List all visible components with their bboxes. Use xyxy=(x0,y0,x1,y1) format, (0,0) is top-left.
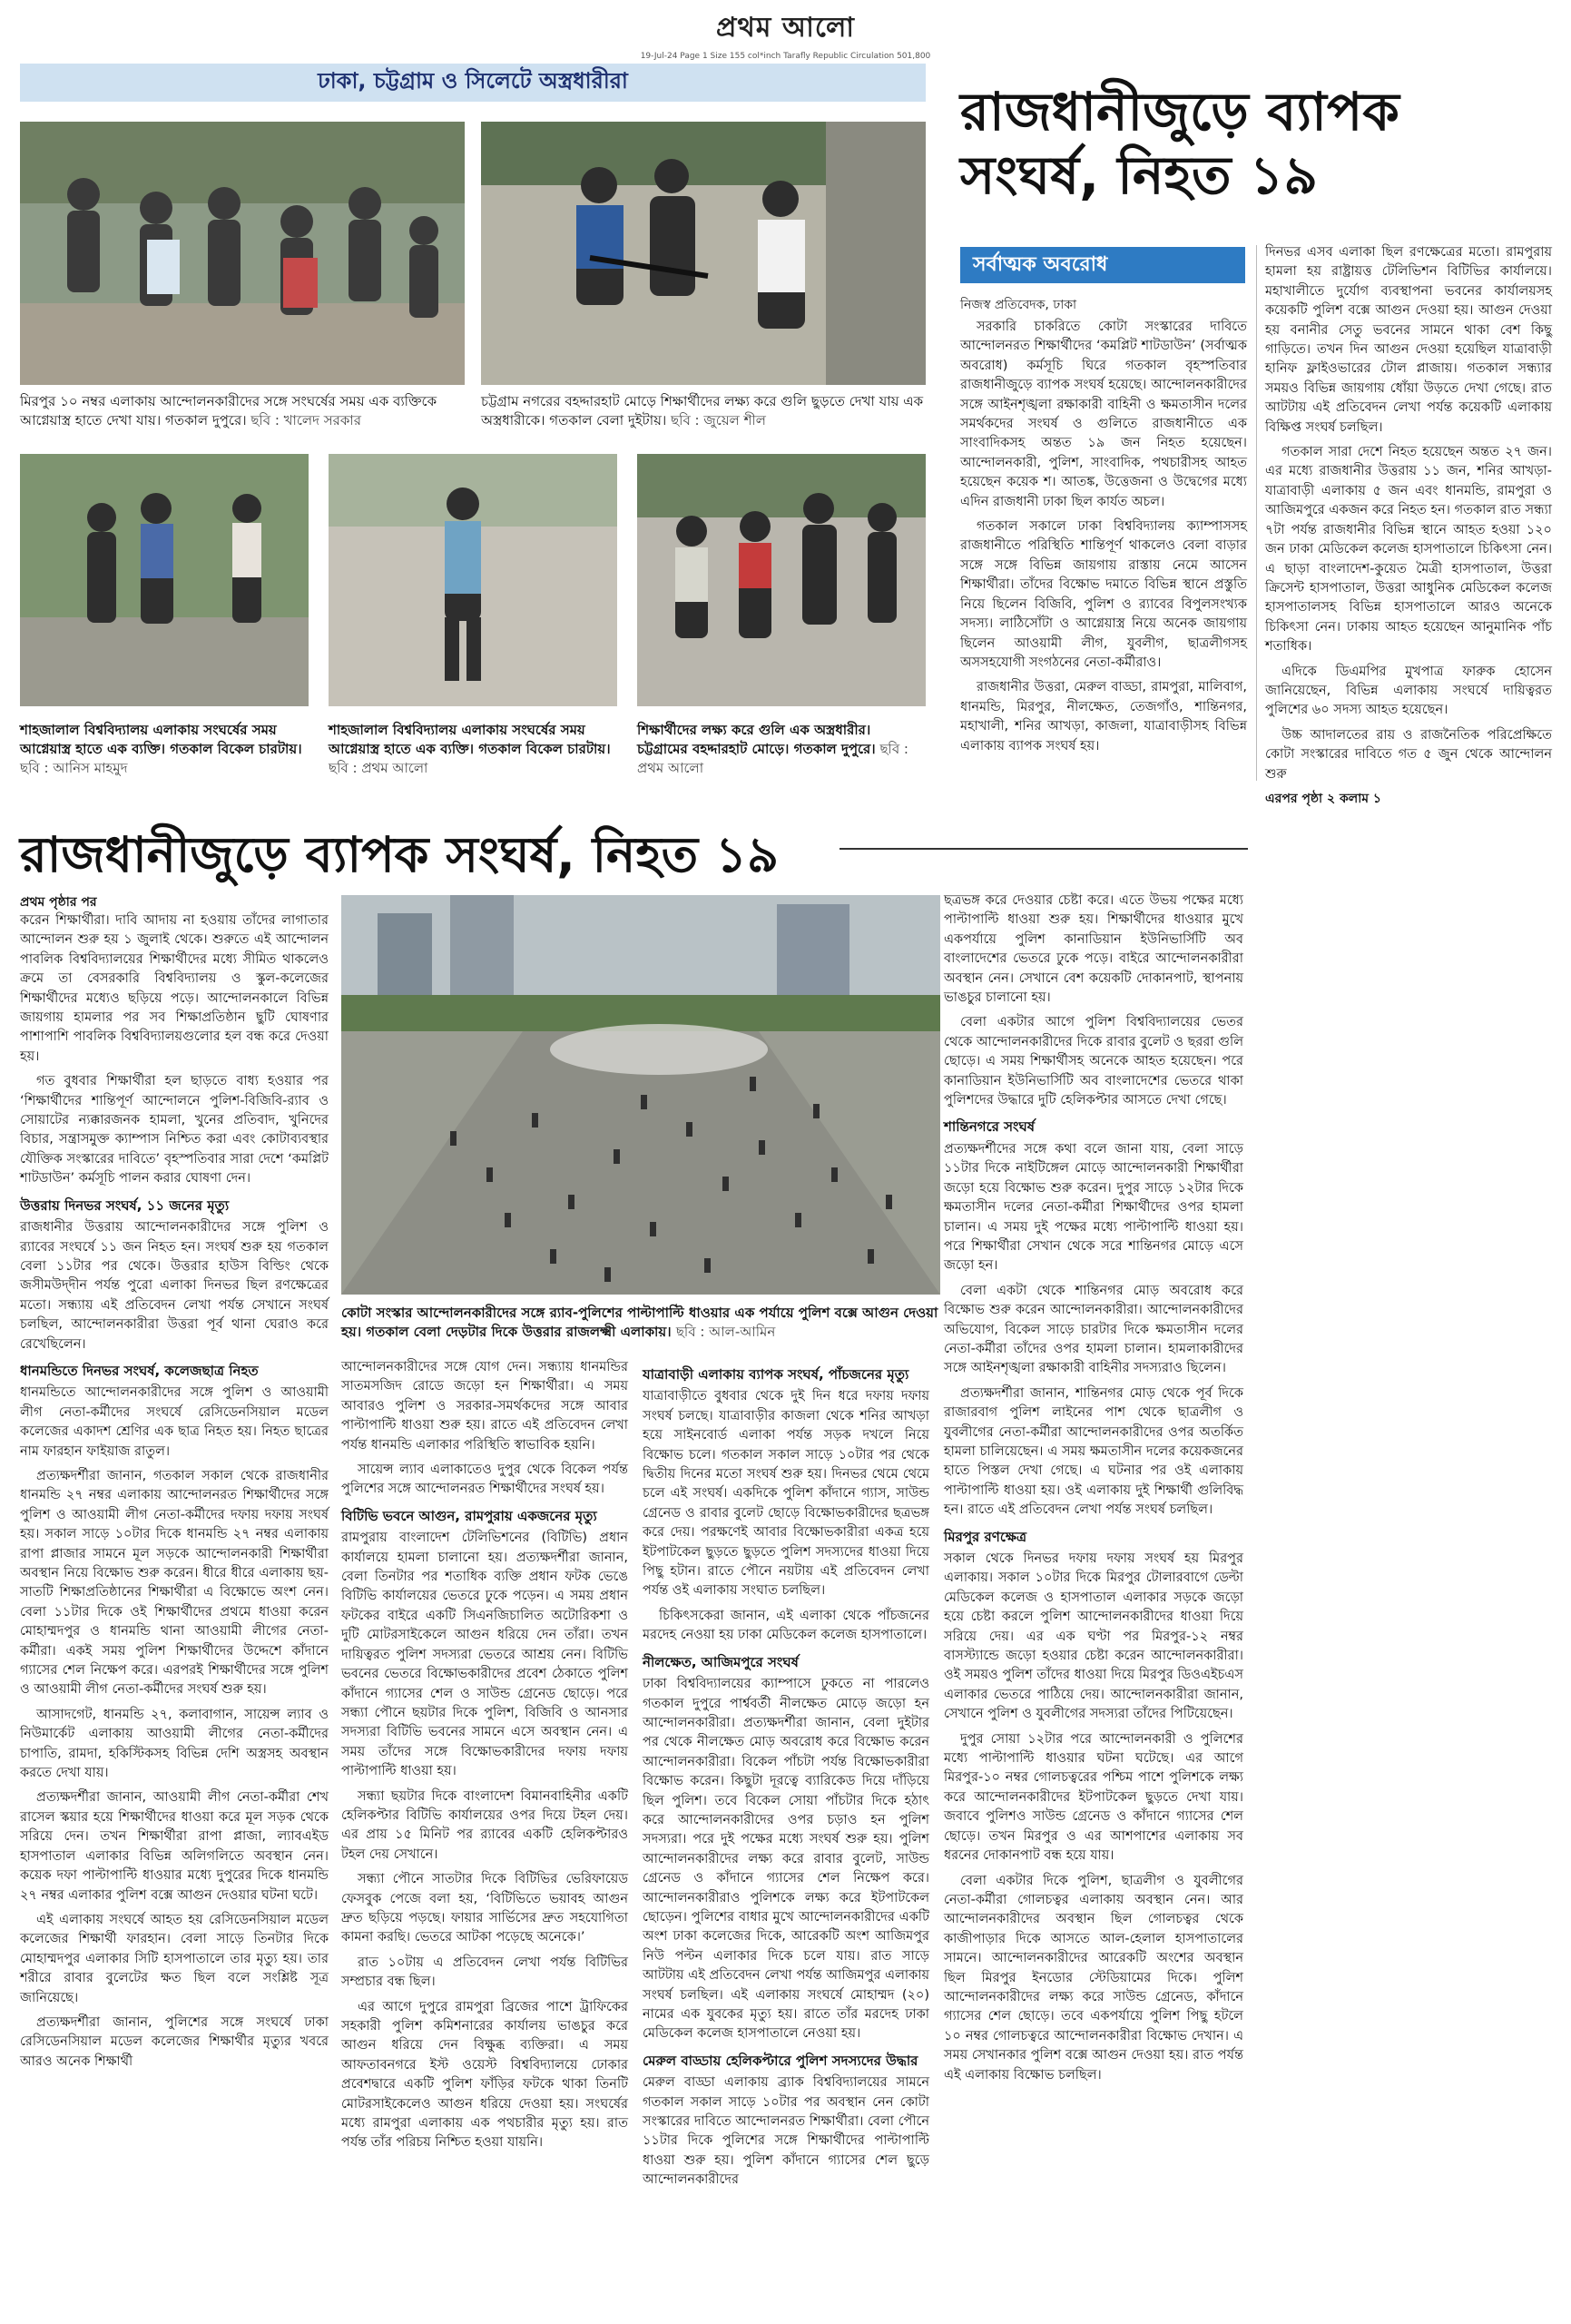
paragraph: ধানমন্ডিতে আন্দোলনকারীদের সঙ্গে পুলিশ ও আওয়ামী লীগ নেতা-কর্মীদের সংঘর্ষে রেসিডেনসিয়াল মডেল কলেজের একাদশ শ্রেণির এক ছাত্র নিহত হয়। নিহত ছাত্রের নাম ফারহান ফাইয়াজ রাতুল। xyxy=(20,1385,329,1459)
section-subhead: নীলক্ষেত, আজিমপুরে সংঘর্ষ xyxy=(643,1653,799,1670)
paragraph: এই এলাকায় সংঘর্ষে আহত হয় রেসিডেনসিয়াল মডেল কলেজের শিক্ষার্থী ফারহান। বেলা সাড়ে তিনটার দিকে মোহাম্মদপুর এলাকার সিটি হাসপাতালে তার মৃত্যু হয়। তার শরীরে রাবার বুলেটের ক্ষত ছিল বলে সংশ্লিষ্ট সূত্র জানিয়েছে। xyxy=(20,1912,329,2005)
crowd-person xyxy=(505,1213,511,1227)
crowd-person xyxy=(686,1122,692,1137)
crowd-person xyxy=(486,1167,493,1182)
paragraph: বেলা একটার আগে পুলিশ বিশ্ববিদ্যালয়ের ভেতর থেকে আন্দোলনকারীদের দিকে রাবার বুলেট ও ছররা গুলি ছোড়ে। এ সময় শিক্ষার্থীসহ অনেকে আহত হয়েছেন। পরে কানাডিয়ান ইউনিভার্সিটি অব বাংলাদেশের ভেতরে থাকা পুলিশদের উদ্ধারে দুটি হেলিকপ্টার আসতে দেখা গেছে। xyxy=(944,1015,1243,1108)
photo-sylhet-gunman-2 xyxy=(329,454,617,706)
paragraph: বেলা একটা থেকে শান্তিনগর মোড় অবরোধ করে বিক্ষোভ শুরু করেন আন্দোলনকারীরা। আন্দোলনকারীদের অভিযোগ, বিকেল সাড়ে চারটার দিকে ক্ষমতাসীন দলের নেতা-কর্মীরা তাঁদের ওপর হামলা চালান। হামলাকারীদের সঙ্গে আইনশৃঙ্খলা রক্ষাকারী বাহিনীর সদস্যরাও ছিলেন। xyxy=(944,1283,1243,1376)
paragraph: দুপুর সোয়া ১২টার পরে আন্দোলনকারী ও পুলিশের মধ্যে পাল্টাপাল্টি ধাওয়ার ঘটনা ঘটেছে। এর আগে মিরপুর-১০ নম্বর গোলচত্বরের পশ্চিম পাশে পুলিশকে লক্ষ্য করে আন্দোলনকারীদের ইটপাটকেল ছুড়তে দেখা যায়। জবাবে পুলিশও সাউন্ড গ্রেনেড ও কাঁদানে গ্যাসের শেল ছোড়ে। তখন মিরপুর ও এর আশপাশের এলাকায় সব ধরনের দোকানপাট বন্ধ হয়ে যায়। xyxy=(944,1731,1243,1864)
jump-column-1 xyxy=(20,911,329,2077)
paragraph: প্রত্যক্ষদর্শীরা জানান, শান্তিনগর মোড় থেকে পূর্ব দিকে রাজারবাগ পুলিশ লাইনের পাশ থেকে ছাত্রলীগ ও যুবলীগের নেতা-কর্মীরা আন্দোলনকারীদের ওপর অতর্কিত হামলা চালিয়েছেন। এ সময় ক্ষমতাসীন দলের কয়েকজনের হাতে পিস্তল দেখা গেছে। এ ঘটনার পর ওই এলাকায় পাল্টাপাল্টি ধাওয়া হয়। ওই এলাকায় দুই শিক্ষার্থী গুলিবিদ্ধ হন। রাতে এই প্রতিবেদন লেখা পর্যন্ত সংঘর্ষ চলছিল। xyxy=(944,1385,1243,1518)
paragraph: প্রত্যক্ষদর্শীরা জানান, পুলিশের সঙ্গে সংঘর্ষে ঢাকা রেসিডেনসিয়াল মডেল কলেজের শিক্ষার্থীর মৃত্যুর খবরে আরও অনেক শিক্ষার্থী xyxy=(20,2014,329,2069)
headline-rule xyxy=(840,848,1248,850)
photo-chattogram-gunman-2 xyxy=(637,454,926,706)
photo-sylhet-gunman-1 xyxy=(20,454,309,706)
section-subhead: ধানমন্ডিতে দিনভর সংঘর্ষ, কলেজছাত্র নিহত xyxy=(20,1362,259,1379)
photo-caption-4: শাহজালাল বিশ্ববিদ্যালয় এলাকায় সংঘর্ষের সময় আগ্নেয়াস্ত্র হাতে এক ব্যক্তি। গতকাল বিকেল চারটায়। ছবি : প্রথম আলো xyxy=(329,722,611,776)
lead-byline: নিজস্ব প্রতিবেদক, ঢাকা xyxy=(960,298,1077,312)
section-subhead: মেরুল বাড্ডায় হেলিকপ্টারে পুলিশ সদস্যদের উদ্ধার xyxy=(643,2052,918,2069)
paragraph: রাজধানীর উত্তরায় আন্দোলনকারীদের সঙ্গে পুলিশ ও র‍্যাবের সংঘর্ষে ১১ জন নিহত হন। সংঘর্ষ শুরু হয় গতকাল বেলা ১১টার পর থেকে। উত্তরার হাউস বিল্ডিং থেকে জসীমউদ্‌দীন পর্যন্ত পুরো এলাকা দিনভর ছিল রণক্ষেত্রের মতো। সন্ধ্যায় এই প্রতিবেদন লেখা পর্যন্ত সেখানে সংঘর্ষ চলছিল, আন্দোলনকারীরা উত্তরা পূর্ব থানা ঘেরাও করে রেখেছিলেন। xyxy=(20,1220,329,1352)
crowd-person xyxy=(813,1104,820,1118)
column-divider xyxy=(1256,245,1257,781)
paragraph: সন্ধ্যা ছয়টার দিকে বাংলাদেশ বিমানবাহিনীর একটি হেলিকপ্টার বিটিভি কার্যালয়ের ওপর দিয়ে টহল দেয়। এর প্রায় ১৫ মিনিট পর র‍্যাবের একটি হেলিকপ্টারও টহল দেয় সেখানে। xyxy=(341,1788,628,1862)
paragraph: ঢাকা বিশ্ববিদ্যালয়ের ক্যাম্পাসে ঢুকতে না পারলেও গতকাল দুপুরে পার্শ্ববর্তী নীলক্ষেত মোড়ে জড়ো হন আন্দোলনকারীরা। প্রত্যক্ষদর্শীরা জানান, বেলা দুইটার পর থেকে নীলক্ষেত মোড় অবরোধ করে বিক্ষোভ করেন আন্দোলনকারীরা। বিকেল পাঁচটা পর্যন্ত বিক্ষোভকারীরা বিক্ষোভ করেন। কিছুটা দূরত্বে ব্যারিকেড দিয়ে দাঁড়িয়ে ছিল পুলিশ। তবে বিকেল সোয়া পাঁচটার দিকে হঠাৎ করে আন্দোলনকারীদের ওপর চড়াও হন পুলিশ সদস্যরা। পরে দুই পক্ষের মধ্যে সংঘর্ষ শুরু হয়। পুলিশ আন্দোলনকারীদের লক্ষ্য করে রাবার বুলেট, সাউন্ড গ্রেনেড ও কাঁদানে গ্যাসের শেল নিক্ষেপ করে। আন্দোলনকারীরাও পুলিশকে লক্ষ্য করে ইটপাটকেল ছোড়েন। পুলিশের বাধার মুখে আন্দোলনকারীদের একটি অংশ ঢাকা কলেজের দিকে, আরেকটি অংশ আজিমপুর নিউ পল্টন এলাকার দিকে চলে যায়। রাত সাড়ে আটটায় এই প্রতিবেদন লেখা পর্যন্ত আজিমপুর এলাকায় সংঘর্ষ চলছিল। এই এলাকায় সংঘর্ষে মোহাম্মদ (২০) নামের এক যুবকের মৃত্যু হয়। রাতে তাঁর মরদেহ ঢাকা মেডিকেল কলেজ হাসপাতালে নেওয়া হয়। xyxy=(643,1677,929,2042)
crowd-person xyxy=(568,1195,574,1209)
photo-caption-2: চট্টগ্রাম নগরের বহদ্দারহাট মোড়ে শিক্ষার্থীদের লক্ষ্য করে গুলি ছুড়তে দেখা যায় এক অস্ত্রধারীকে। গতকাল বেলা দুইটায়। ছবি : জুয়েল শীল xyxy=(481,393,924,428)
photo-chattogram-gunman xyxy=(481,122,926,385)
section-subhead: যাত্রাবাড়ী এলাকায় ব্যাপক সংঘর্ষ, পাঁচজনের মৃত্যু xyxy=(643,1366,909,1383)
lead-column-1: সরকারি চাকরিতে কোটা সংস্কারের দাবিতে আন্দোলনরত শিক্ষার্থীদের ‘কমপ্লিট শাটডাউন’ (সর্বাত্মক অবরোধ) কর্মসূচি ঘিরে গতকাল বৃহস্পতিবার রাজধানীজুড়ে ব্যাপক সংঘর্ষ হয়েছে। আন্দোলনকারীদের সঙ্গে আইনশৃঙ্খলা রক্ষাকারী বাহিনী ও ক্ষমতাসীন দলের সমর্থকদের সংঘর্ষ ও গুলিতে রাজধানীতে এক সাংবাদিকসহ অন্তত ১৯ জন নিহত হয়েছেন। আন্দোলনকারী, পুলিশ, সাংবাদিক, পথচারীসহ আহত হয়েছেন কয়েক শ। আতঙ্ক, উত্তেজনা ও উদ্বেগের মধ্যে এদিন রাজধানী ঢাকা ছিল কার্যত অচল। গতকাল সকালে ঢাকা বিশ্ববিদ্যালয় ক্যাম্পাসসহ রাজধানীতে পরিস্থিতি শান্তিপূর্ণ থাকলেও বেলা বাড়ার সঙ্গে সঙ্গে বিভিন্ন জায়গায় রাস্তায় নেমে আসেন শিক্ষার্থীরা। তাঁদের বিক্ষোভ দমাতে বিভিন্ন স্থানে প্রস্তুতি নিয়ে ছিলেন বিজিবি, পুলিশ ও র‍্যাবের বিপুলসংখ্যক সদস্য। লাঠিসোঁটা ও আগ্নেয়াস্ত্র নিয়ে অনেক জায়গায় ছিলেন আওয়ামী লীগ, যুবলীগ, ছাত্রলীগসহ অসসহযোগী সংগঠনের নেতা-কর্মীরাও। রাজধানীর উত্তরা, মেরুল বাড্ডা, রামপুরা, মালিবাগ, ধানমন্ডি, মিরপুর, নীলক্ষেত, তেজগাঁও, শান্তিনগর, মহাখালী, শনির আখড়া, কাজলা, যাত্রাবাড়ীসহ বিভিন্ন এলাকায় ব্যাপক সংঘর্ষ হয়। xyxy=(960,320,1247,753)
crowd-person xyxy=(614,1149,620,1164)
masthead xyxy=(0,0,1571,62)
lead-tag: সর্বাত্মক অবরোধ xyxy=(960,247,1245,283)
crowd-person xyxy=(759,1140,765,1155)
crowd-person xyxy=(868,1249,874,1264)
photo-caption-3: শাহজালাল বিশ্ববিদ্যালয় এলাকায় সংঘর্ষের সময় আগ্নেয়াস্ত্র হাতে এক ব্যক্তি। গতকাল বিকেল চারটায়। ছবি : আনিস মাহমুদ xyxy=(20,722,302,776)
paragraph: প্রত্যক্ষদর্শীদের সঙ্গে কথা বলে জানা যায়, বেলা সাড়ে ১১টার দিকে নাইটিঙ্গেল মোড়ে আন্দোলনকারী শিক্ষার্থীরা জড়ো হয়ে বিক্ষোভ শুরু করেন। দুপুর সাড়ে ১২টার দিকে ক্ষমতাসীন দলের নেতা-কর্মীরা শিক্ষার্থীদের ওপর হামলা চালান। এ সময় দুই পক্ষের মধ্যে পাল্টাপাল্টি ধাওয়া হয়। পরে শিক্ষার্থীরা সেখান থেকে সরে শান্তিনগর মোড়ে এসে জড়ো হন। xyxy=(944,1141,1243,1274)
section-subhead: শান্তিনগরে সংঘর্ষ xyxy=(944,1118,1036,1136)
paragraph: সায়েন্স ল্যাব এলাকাতেও দুপুর থেকে বিকেল পর্যন্ত পুলিশের সঙ্গে আন্দোলনরত শিক্ষার্থীদের সংঘর্ষ হয়। xyxy=(341,1462,628,1497)
crowd-person xyxy=(722,1177,729,1191)
crowd-person xyxy=(795,1213,801,1227)
paragraph: বেলা একটার দিকে পুলিশ, ছাত্রলীগ ও যুবলীগের নেতা-কর্মীরা গোলচত্বর এলাকায় অবস্থান নেন। আর আন্দোলনকারীদের অবস্থান ছিল গোলচত্বর থেকে কাজীপাড়ার দিকে আসতে আল-হেলাল হাসপাতালের সামনে। আন্দোলনকারীদের আরেকটি অংশের অবস্থান ছিল মিরপুর ইনডোর স্টেডিয়ামের দিকে। পুলিশ আন্দোলনকারীদের লক্ষ্য করে সাউন্ড গ্রেনেড, কাঁদানে গ্যাসের শেল ছোড়ে। তবে একপর্যায়ে পুলিশ পিছু হটলে ১০ নম্বর গোলচত্বরে আন্দোলনকারীরা বিক্ষোভ দেখান। এ সময় সেখানকার পুলিশ বক্সে আগুন দেওয়া হয়। রাত পর্যন্ত এই এলাকায় বিক্ষোভ চলছিল। xyxy=(944,1873,1243,2083)
paragraph: এর আগে দুপুরে রামপুরা ব্রিজের পাশে ট্রাফিকের সহকারী পুলিশ কমিশনারের কার্যালয় ভাঙচুর করে আগুন ধরিয়ে দেন বিক্ষুব্ধ ব্যক্তিরা। এ সময় আফতাবনগরে ইস্ট ওয়েস্ট বিশ্ববিদ্যালয়ে ঢোকার প্রবেশদ্বারে একটি পুলিশ ফাঁড়ির ফটকে থাকা তিনটি মোটরসাইকেলেও আগুন ধরিয়ে দেওয়া হয়। সংঘর্ষের মধ্যে রামপুরা এলাকায় এক পথচারীর মৃত্যু হয়। রাত পর্যন্ত তাঁর পরিচয় নিশ্চিত হওয়া যায়নি। xyxy=(341,1999,628,2151)
lead-headline: রাজধানীজুড়ে ব্যাপক সংঘর্ষ, নিহত ১৯ xyxy=(960,81,1399,206)
photo-caption-1: মিরপুর ১০ নম্বর এলাকায় আন্দোলনকারীদের সঙ্গে সংঘর্ষের সময় এক ব্যক্তিকে আগ্নেয়াস্ত্র হাতে দেখা যায়। গতকাল দুপুরে। ছবি : খালেদ সরকার xyxy=(20,393,437,428)
section-subhead: বিটিভি ভবনে আগুন, রামপুরায় একজনের মৃত্যু xyxy=(341,1507,597,1524)
section-subhead: উত্তরায় দিনভর সংঘর্ষ, ১১ জনের মৃত্যু xyxy=(20,1196,230,1214)
paragraph: আসাদগেট, ধানমন্ডি ২৭, কলাবাগান, সায়েন্স ল্যাব ও নিউমার্কেট এলাকায় আওয়ামী লীগের নেতা-কর্মীদের চাপাতি, রামদা, হকিস্টিকসহ বিভিন্ন দেশি অস্ত্রসহ অবস্থান করতে দেখা যায়। xyxy=(20,1707,329,1781)
paragraph: সকাল থেকে দিনভর দফায় দফায় সংঘর্ষ হয় মিরপুর এলাকায়। সকাল ১০টার দিকে মিরপুর টোলারবাগে ডেল্টা মেডিকেল কলেজ ও হাসপাতাল এলাকার সড়কে জড়ো হয়ে চেষ্টা করলে পুলিশ আন্দোলনকারীদের ধাওয়া দিয়ে সরিয়ে দেয়। এর এক ঘণ্টা পর মিরপুর-১২ নম্বর বাসস্ট্যান্ডে জড়ো হওয়ার চেষ্টা করেন আন্দোলনকারীরা। ওই সময়ও পুলিশ তাঁদের ধাওয়া দিয়ে মিরপুর ডিওএইচএস এলাকার ভেতরে পাঠিয়ে দেয়। আন্দোলনকারীরা জানান, সেখানে পুলিশ ও যুবলীগের সদস্যরা তাঁদের পিটিয়েছেন। xyxy=(944,1551,1243,1722)
main-photo-caption: কোটা সংস্কার আন্দোলনকারীদের সঙ্গে র‍্যাব-পুলিশের পাল্টাপাল্টি ধাওয়ার এক পর্যায়ে পুলিশ বক্সে আগুন দেওয়া হয়। গতকাল বেলা দেড়টার দিকে উত্তরার রাজলক্ষ্মী এলাকায়। ছবি : আল-আমিন xyxy=(341,1305,938,1340)
jump-from: প্রথম পৃষ্ঠার পর xyxy=(20,895,97,910)
section-subhead: মিরপুর রণক্ষেত্র xyxy=(944,1528,1027,1545)
photo-uttara-clash xyxy=(341,895,940,1295)
crowd-person xyxy=(650,1222,656,1236)
paragraph: রাত ১০টায় এ প্রতিবেদন লেখা পর্যন্ত বিটিভির সম্প্রচার বন্ধ ছিল। xyxy=(341,1955,628,1990)
crowd-person xyxy=(532,1113,538,1128)
lead-column-2: দিনভর এসব এলাকা ছিল রণক্ষেত্রের মতো। রামপুরায় হামলা হয় রাষ্ট্রায়ত্ত টেলিভিশন বিটিভির কার্যালয়ে। মহাখালীতে দুর্যোগ ব্যবস্থাপনা ভবনের কার্যালয়সহ কয়েকটি পুলিশ বক্সে আগুন দেওয়া হয়। আগুন দেওয়া হয় বনানীর সেতু ভবনের সামনে থাকা বেশ কিছু গাড়িতে। তখন দিন আগুন দেওয়া হয়েছিল যাত্রাবাড়ী হানিফ ফ্লাইওভারের টোল প্লাজায়। গতকাল সন্ধ্যার সময়ও বিভিন্ন জায়গায় ধোঁয়া উড়তে দেখা গেছে। রাত আটটায় এই প্রতিবেদন লেখা পর্যন্ত কয়েকটি এলাকায় বিক্ষিপ্ত সংঘর্ষ চলছিল। গতকাল সারা দেশে নিহত হয়েছেন অন্তত ২৭ জন। এর মধ্যে রাজধানীর উত্তরায় ১১ জন, শনির আখড়া-যাত্রাবাড়ী এলাকায় ৫ জন এবং ধানমন্ডি, রামপুরা ও আজিমপুরে একজন করে নিহত হন। গতকাল রাত সন্ধ্যা ৭টা পর্যন্ত রাজধানীর বিভিন্ন স্থানে আহত হওয়া ১২০ জন ঢাকা মেডিকেল কলেজ হাসপাতালে চিকিৎসা নেন। এ ছাড়া বাংলাদেশ-কুয়েত মৈত্রী হাসপাতাল, উত্তরা ক্রিসেন্ট হাসপাতাল, উত্তরা আধুনিক মেডিকেল কলেজ হাসপাতালসহ বিভিন্ন হাসপাতালে আরও অনেকে চিকিৎসা নেন। ঢাকায় আহত হয়েছেন আনুমানিক পাঁচ শতাধিক। এদিকে ডিএমপির মুখপাত্র ফারুক হোসেন জানিয়েছেন, বিভিন্ন এলাকায় সংঘর্ষে দায়িত্বরত পুলিশের ৬০ সদস্য আহত হয়েছেন। উচ্চ আদালতের রায় ও রাজনৈতিক পরিপ্রেক্ষিতে কোটা সংস্কারের দাবিতে গত ৫ জুন থেকে আন্দোলন শুরু এরপর পৃষ্ঠা ২ কলাম ১ xyxy=(1265,243,1552,809)
crowd-person xyxy=(886,1195,892,1209)
crowd-person xyxy=(831,1167,838,1182)
crowd-person xyxy=(750,1077,756,1091)
paragraph: মেরুল বাড্ডা এলাকায় ব্র্যাক বিশ্ববিদ্যালয়ের সামনে গতকাল সকাল সাড়ে ১০টার পর অবস্থান নেন কোটা সংস্কারের দাবিতে আন্দোলনরত শিক্ষার্থীরা। বেলা পৌনে ১১টার দিকে পুলিশের সঙ্গে শিক্ষার্থীদের পাল্টাপাল্টি ধাওয়া শুরু হয়। পুলিশ কাঁদানে গ্যাসের শেল ছুড়ে আন্দোলনকারীদের xyxy=(643,2075,929,2188)
paragraph: সন্ধ্যা পৌনে সাতটার দিকে বিটিভির ভেরিফায়েড ফেসবুক পেজে বলা হয়, ‘বিটিভিতে ভয়াবহ আগুন দ্রুত ছড়িয়ে পড়ছে। ফায়ার সার্ভিসের দ্রুত সহযোগিতা কামনা করছি। ভেতরে আটকা পড়েছে অনেকে।’ xyxy=(341,1872,628,1945)
paragraph: করেন শিক্ষার্থীরা। দাবি আদায় না হওয়ায় তাঁদের লাগাতার আন্দোলন শুরু হয় ১ জুলাই থেকে। শুরুতে এই আন্দোলন পাবলিক বিশ্ববিদ্যালয়ের শিক্ষার্থীদের মধ্যে সীমিত থাকলেও ক্রমে তা বেসরকারি বিশ্ববিদ্যালয় ও স্কুল-কলেজের শিক্ষার্থীদের মধ্যেও ছড়িয়ে পড়ে। আন্দোলনকালে বিভিন্ন জায়গায় হামলার পর সব শিক্ষাপ্রতিষ্ঠান ছুটি ঘোষণার পাশাপাশি পাবলিক বিশ্ববিদ্যালয়গুলোর হল বন্ধ করে দেওয়া হয়। xyxy=(20,913,329,1064)
crowd-person xyxy=(704,1258,711,1273)
newspaper-logo: প্রথম আলো xyxy=(715,12,856,44)
photo-caption-5: শিক্ষার্থীদের লক্ষ্য করে গুলি এক অস্ত্রধারীর। চট্টগ্রামের বহদ্দারহাট মোড়ে। গতকাল দুপুরে। ছবি : প্রথম আলো xyxy=(637,722,908,776)
paragraph: প্রত্যক্ষদর্শীরা জানান, আওয়ামী লীগ নেতা-কর্মীরা শেখ রাসেল স্কয়ার হয়ে শিক্ষার্থীদের ধাওয়া করে মূল সড়ক থেকে সরিয়ে দেন। তখন শিক্ষার্থীরা রাপা প্লাজা, ল্যাবএইড হাসপাতাল এলাকার বিভিন্ন অলিগলিতে অবস্থান নেন। কয়েক দফা পাল্টাপাল্টি ধাওয়ার মধ্যে দুপুরের দিকে ধানমন্ডি ২৭ নম্বর এলাকার পুলিশ বক্সে আগুন দেওয়ার ঘটনা ঘটে। xyxy=(20,1790,329,1903)
paragraph: গত বুধবার শিক্ষার্থীরা হল ছাড়তে বাধ্য হওয়ার পর ‘শিক্ষার্থীদের শান্তিপূর্ণ আন্দোলনে পুলিশ-বিজিবি-র‍্যাব ও সোয়াটের ন্যক্কারজনক হামলা, খুনের প্রতিবাদ, খুনিদের বিচার, সন্ত্রাসমুক্ত ক্যাম্পাস নিশ্চিত করা এবং কোটাব্যবস্থার যৌক্তিক সংস্কারের দাবিতে’ বৃহস্পতিবার সারা দেশে ‘কমপ্লিট শাটডাউন’ কর্মসূচি পালন করার ঘোষণা দেন। xyxy=(20,1074,329,1187)
paragraph: আন্দোলনকারীদের সঙ্গে যোগ দেন। সন্ধ্যায় ধানমন্ডির সাতমসজিদ রোডে জড়ো হন শিক্ষার্থীরা। এ সময় আবারও পুলিশ ও সরকার-সমর্থকদের সঙ্গে আবার পাল্টাপাল্টি ধাওয়া শুরু হয়। রাতে এই প্রতিবেদন লেখা পর্যন্ত ধানমন্ডি এলাকার পরিস্থিতি স্বাভাবিক হয়নি। xyxy=(341,1360,628,1452)
photo-mirpur-gunman xyxy=(20,122,465,385)
crowd-person xyxy=(550,1249,556,1264)
photo-section-banner: ঢাকা, চট্টগ্রাম ও সিলেটে অস্ত্রধারীরা xyxy=(20,64,926,102)
jump-headline: রাজধানীজুড়ে ব্যাপক সংঘর্ষ, নিহত ১৯ xyxy=(20,826,780,883)
paragraph: চিকিৎসকেরা জানান, এই এলাকা থেকে পাঁচজনের মরদেহ নেওয়া হয় ঢাকা মেডিকেল কলেজ হাসপাতালে। xyxy=(643,1608,929,1643)
paragraph: প্রত্যক্ষদর্শীরা জানান, গতকাল সকাল থেকে রাজধানীর ধানমন্ডি ২৭ নম্বর এলাকায় আন্দোলনরত শিক্ষার্থীদের সঙ্গে পুলিশ ও আওয়ামী লীগ নেতা-কর্মীদের দফায় দফায় সংঘর্ষ হয়। সকাল সাড়ে ১০টার দিকে ধানমন্ডি ২৭ নম্বর এলাকায় রাপা প্লাজার সামনে মূল সড়কে আন্দোলনকারী শিক্ষার্থীরা অবস্থান নিয়ে বিক্ষোভ শুরু করেন। ধীরে ধীরে এলাকায় ছয়-সাতটি শিক্ষাপ্রতিষ্ঠানের শিক্ষার্থীরা এ বিক্ষোভে অংশ নেন। বেলা ১১টার দিকে ওই শিক্ষার্থীদের প্রথমে ধাওয়া করেন মোহাম্মদপুর ও ধানমন্ডি থানা আওয়ামী লীগের নেতা-কর্মীরা। একই সময় পুলিশ শিক্ষার্থীদের উদ্দেশে কাঁদানে গ্যাসের শেল নিক্ষেপ করে। এরপরই শিক্ষার্থীদের সঙ্গে পুলিশ ও আওয়ামী লীগ নেতা-কর্মীদের সংঘর্ষ শুরু হয়। xyxy=(20,1468,329,1698)
jump-column-4 xyxy=(944,891,1243,2091)
crowd-person xyxy=(450,1131,457,1146)
page-info: 19-Jul-24 Page 1 Size 155 col*inch Tarafly Republic Circulation 501,800 xyxy=(640,52,931,61)
jump-column-3 xyxy=(643,1358,929,2196)
paragraph: ছত্রভঙ্গ করে দেওয়ার চেষ্টা করে। এতে উভয় পক্ষের মধ্যে পাল্টাপাল্টি ধাওয়া শুরু হয়। শিক্ষার্থীদের ধাওয়ার মুখে একপর্যায়ে পুলিশ কানাডিয়ান ইউনিভার্সিটি অব বাংলাদেশের ভেতরে ঢুকে পড়ে। বাইরে আন্দোলনকারীরা অবস্থান নেন। সেখানে বেশ কয়েকটি দোকানপাট, স্থাপনায় ভাঙচুর চালানো হয়। xyxy=(944,893,1243,1006)
crowd-person xyxy=(604,1267,611,1282)
crowd-person xyxy=(641,1095,647,1109)
paragraph: রামপুরায় বাংলাদেশ টেলিভিশনের (বিটিভি) প্রধান কার্যালয়ে হামলা চালানো হয়। প্রত্যক্ষদর্শীরা জানান, বেলা তিনটার পর শতাধিক ব্যক্তি প্রধান ফটক ভেঙে বিটিভি কার্যালয়ের ভেতরে ঢুকে পড়েন। এ সময় প্রধান ফটকের বাইরে একটি সিএনজিচালিত অটোরিকশা ও দুটি মোটরসাইকেলে আগুন ধরিয়ে দেন তাঁরা। তখন দায়িত্বরত পুলিশ সদস্যরা ভেতরে আশ্রয় নেন। বিটিভি ভবনের ভেতরে বিক্ষোভকারীদের প্রবেশ ঠেকাতে পুলিশ কাঁদানে গ্যাসের শেল ও সাউন্ড গ্রেনেড ছোড়ে। পরে সন্ধ্যা পৌনে ছয়টার দিকে পুলিশ, বিজিবি ও আনসার সদস্যরা বিটিভি ভবনের সামনে এসে অবস্থান নেন। এ সময় তাঁদের সঙ্গে বিক্ষোভকারীদের দফায় দফায় পাল্টাপাল্টি ধাওয়া হয়। xyxy=(341,1531,628,1779)
jump-column-2 xyxy=(341,1358,628,2159)
continued-note: এরপর পৃষ্ঠা ২ কলাম ১ xyxy=(1265,791,1381,806)
paragraph: যাত্রাবাড়ীতে বুধবার থেকে দুই দিন ধরে দফায় দফায় সংঘর্ষ চলছে। যাত্রাবাড়ীর কাজলা থেকে শনির আখড়া হয়ে সাইনবোর্ড এলাকা পর্যন্ত সড়ক দখলে নিয়ে বিক্ষোভ চলে। গতকাল সকাল সাড়ে ১০টার পর থেকে দ্বিতীয় দিনের মতো সংঘর্ষ শুরু হয়। দিনভর থেমে থেমে চলে এই সংঘর্ষ। একদিকে পুলিশ কাঁদানে গ্যাস, সাউন্ড গ্রেনেড ও রাবার বুলেট ছোড়ে বিক্ষোভকারীদের ছত্রভঙ্গ করে দেয়। পরক্ষণেই আবার বিক্ষোভকারীরা একত্র হয়ে ইটপাটকেল ছুড়তে ছুড়তে পুলিশ সদস্যদের ধাওয়া দিয়ে পিছু হটান। রাতে পৌনে নয়টায় এই প্রতিবেদন লেখা পর্যন্ত ওই এলাকায় সংঘাত চলছিল। xyxy=(643,1389,929,1599)
